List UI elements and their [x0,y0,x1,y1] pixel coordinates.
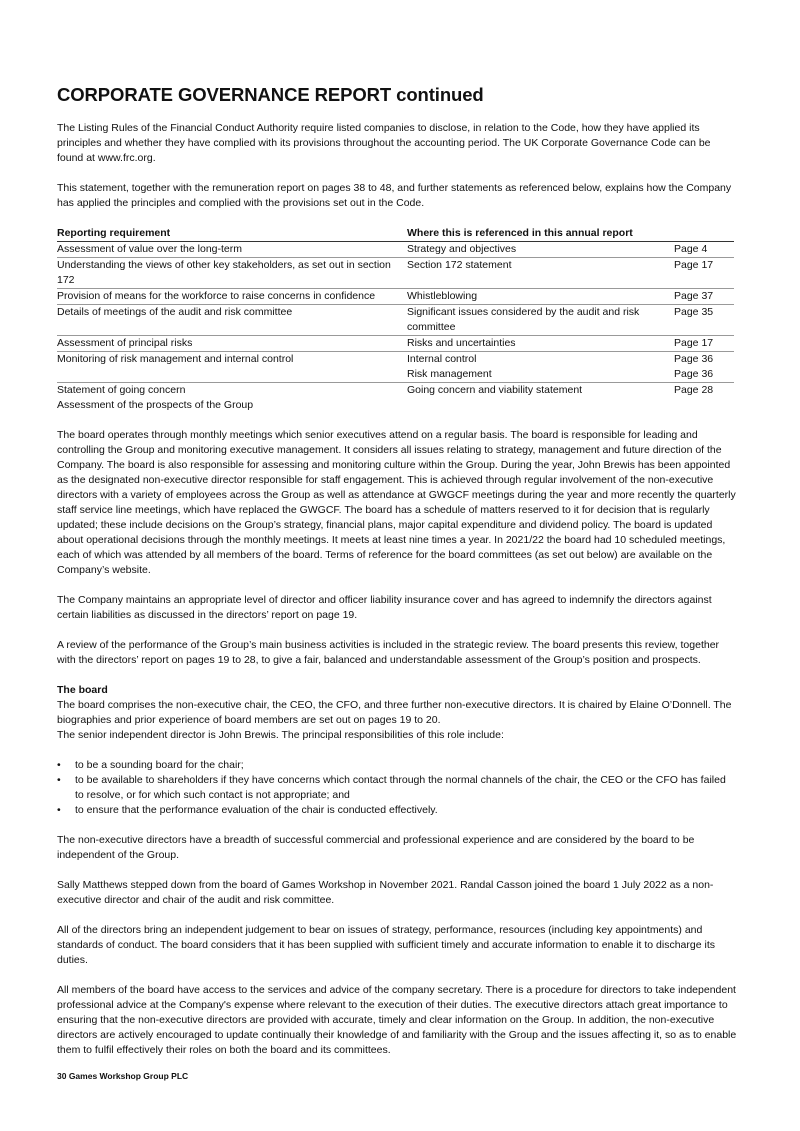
requirement-cell: Details of meetings of the audit and risk committee [57,305,407,336]
reporting-requirements-table [57,226,734,413]
page-cell [674,352,734,383]
list-item [57,758,737,773]
column-header-reference: Where this is referenced in this annual report [407,226,674,242]
requirement-cell: Monitoring of risk management and internal control [57,352,407,383]
column-header-page [674,226,734,242]
page-cell: Page 17 [674,258,734,289]
reference-line: Risk management [407,368,492,380]
page-content [57,84,737,1058]
table-row [57,242,734,258]
requirement-cell: Understanding the views of other key stakeholders, as set out in section 172 [57,258,407,289]
board-paragraph-4: Sally Matthews stepped down from the board of Games Workshop in November 2021. Randal Casson joined the board 1 July 2022 as a non-executive director and chair of the audit and risk committee. [57,879,714,906]
table-row [57,258,734,289]
reference-cell: Strategy and objectives [407,242,674,258]
list-item [57,803,737,818]
body-paragraph-1: The board operates through monthly meetings which senior executives attend on a regular basis. The board is responsible for leading and controlling the Group and monitoring executive management. It considers all issues relating to strategy, management and future direction of the Company. The board is also responsible for assessing and monitoring culture within the Group. During the year, John Brewis has been appointed as the designated non-executive director responsible for staff engagement. This is achieved through regular involvement of the non-executive directors with a variety of employees across the Group as well as attendance at GWGCF meetings during the year and more recently the quarterly staff service line meetings, which have replaced the GWGCF. The board has a schedule of matters reserved to it for decision that is regularly updated; these include decisions on the Group’s strategy, financial plans, major capital expenditure and dividend policy. The board is updated about operational decisions through the monthly meetings. It meets at least nine times a year. In 2021/22 the board had 10 scheduled meetings, each of which was attended by all members of the board. Terms of reference for the board committees (as set out below) are available on the Company’s website. [57,429,736,576]
list-item-text: to be available to shareholders if they have concerns which contact through the normal channels of the chair, the CEO or the CFO has failed to resolve, or for which such contact is not appropriate; and [75,774,726,801]
page-title: CORPORATE GOVERNANCE REPORT continued [57,84,484,105]
reference-cell: Risks and uncertainties [407,336,674,352]
reference-cell: Whistleblowing [407,289,674,305]
page-line: Page 36 [674,353,714,365]
body-paragraph-3: A review of the performance of the Group’s main business activities is included in the strategic review. The board presents this review, together with the directors’ report on pages 19 to 28, to give a fair, balanced and understandable assessment of the Group’s position and prospects. [57,639,720,666]
responsibilities-list [57,758,737,818]
reference-cell [407,352,674,383]
bullet-icon: • [57,774,61,786]
board-section-heading: The board [57,684,108,696]
table-row [57,336,734,352]
page-line: Page 36 [674,368,714,380]
requirement-cell: Assessment of value over the long-term [57,242,407,258]
column-header-requirement: Reporting requirement [57,226,407,242]
requirement-cell: Assessment of principal risks [57,336,407,352]
page-cell: Page 17 [674,336,734,352]
table-row [57,383,734,414]
bullet-icon: • [57,804,61,816]
table-header-row [57,226,734,242]
table-row [57,352,734,383]
intro-paragraph-1: The Listing Rules of the Financial Conduct Authority require listed companies to disclose, in relation to the Code, how they have applied its principles and whether they have complied with its provisions throughout the accounting period. The UK Corporate Governance Code can be found at www.frc.org. [57,122,711,164]
board-paragraph-1: The board comprises the non-executive chair, the CEO, the CFO, and three further non-executive directors. It is chaired by Elaine O’Donnell. The biographies and prior experience of board members are set out on pages 19 to 20. [57,699,732,726]
list-item-text: to ensure that the performance evaluation of the chair is conducted effectively. [75,804,438,816]
requirement-cell [57,383,407,414]
requirement-line: Assessment of the prospects of the Group [57,399,254,411]
body-paragraph-2: The Company maintains an appropriate level of director and officer liability insurance cover and has agreed to indemnify the directors against certain liabilities as discussed in the directors’ report on page 19. [57,594,712,621]
requirement-cell: Provision of means for the workforce to raise concerns in confidence [57,289,407,305]
reference-cell: Significant issues considered by the audit and risk committee [407,305,674,336]
reference-cell: Going concern and viability statement [407,384,583,396]
list-item-text: to be a sounding board for the chair; [75,759,244,771]
board-paragraph-3: The non-executive directors have a breadth of successful commercial and professional experience and are considered by the board to be independent of the Group. [57,834,695,861]
board-paragraph-5: All of the directors bring an independent judgement to bear on issues of strategy, performance, resources (including key appointments) and standards of conduct. The board considers that it has been supplied with sufficient timely and accurate information to enable it to discharge its duties. [57,924,715,966]
board-paragraph-2: The senior independent director is John Brewis. The principal responsibilities of this role include: [57,729,504,741]
reference-cell: Section 172 statement [407,258,674,289]
page-cell: Page 37 [674,289,734,305]
page-cell: Page 28 [674,384,714,396]
bullet-icon: • [57,759,61,771]
reference-line: Internal control [407,353,477,365]
page-cell: Page 35 [674,305,734,336]
table-row [57,289,734,305]
list-item [57,773,737,803]
intro-paragraph-2: This statement, together with the remuneration report on pages 38 to 48, and further statements as referenced below, explains how the Company has applied the principles and complied with the provisions set out in the Code. [57,182,732,209]
requirement-line: Statement of going concern [57,384,186,396]
table-row [57,305,734,336]
page-footer: 30 Games Workshop Group PLC [57,1071,189,1081]
board-paragraph-6: All members of the board have access to the services and advice of the company secretary. There is a procedure for directors to take independent professional advice at the Company's expense where relevant to the execution of their duties. The executive directors attach great importance to ensuring that the non-executive directors are provided with accurate, timely and clear information on the Group. In addition, the non-executive directors are actively encouraged to update continually their knowledge of and familiarity with the Group and the issues affecting it, so as to enable them to fulfil effectively their roles on both the board and its committees. [57,984,737,1056]
page-cell: Page 4 [674,242,734,258]
